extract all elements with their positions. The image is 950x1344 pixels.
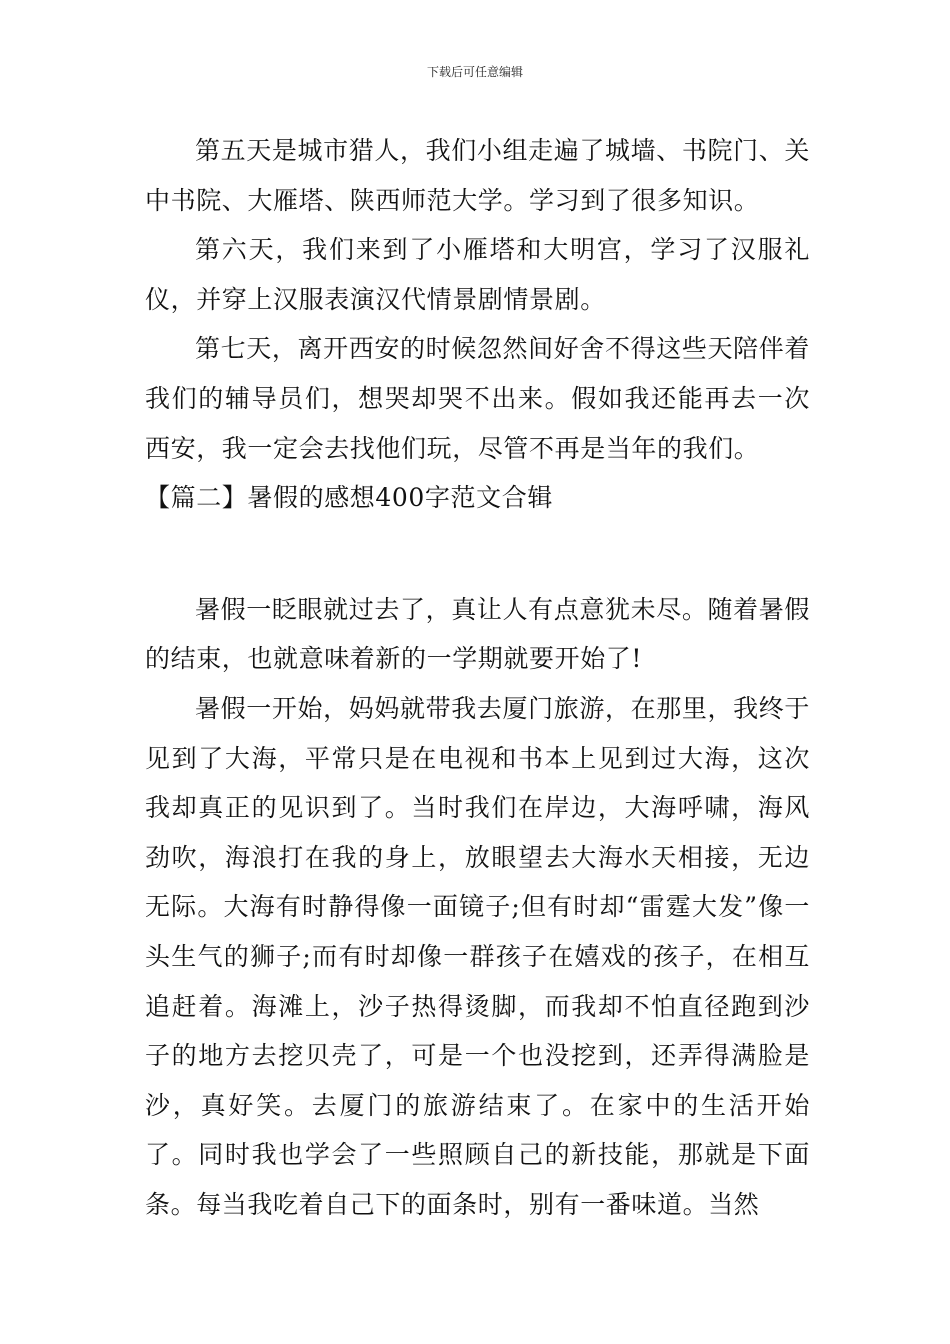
paragraph: 第六天，我们来到了小雁塔和大明宫，学习了汉服礼仪，并穿上汉服表演汉代情景剧情景剧。 xyxy=(145,235,810,314)
page-header: 下载后可任意编辑 xyxy=(426,65,523,79)
paragraph: 第七天，离开西安的时候忽然间好舍不得这些天陪伴着我们的辅导员们，想哭却哭不出来。假如我还能再去一次西安，我一定会去找他们玩，尽管不再是当年的我们。 xyxy=(145,334,810,463)
document-body xyxy=(145,126,810,1229)
section-spacer xyxy=(145,523,810,585)
paragraph: 暑假一眨眼就过去了，真让人有点意犹未尽。随着暑假的结束，也就意味着新的一学期就要开始了! xyxy=(145,594,810,674)
paragraph: 第五天是城市猎人，我们小组走遍了城墙、书院门、关中书院、大雁塔、陕西师范大学。学习到了很多知识。 xyxy=(145,136,810,215)
paragraph: 暑假一开始，妈妈就带我去厦门旅游，在那里，我终于见到了大海，平常只是在电视和书本上见到过大海，这次我却真正的见识到了。当时我们在岸边，大海呼啸，海风劲吹，海浪打在我的身上，放眼望去大海水天相接，无边无际。大海有时静得像一面镜子;但有时却“雷霆大发”像一头生气的狮子;而有时却像一群孩子在嬉戏的孩子，在相互追赶着。海滩上，沙子热得烫脚，而我却不怕直径跑到沙子的地方去挖贝壳了，可是一个也没挖到，还弄得满脸是沙，真好笑。去厦门的旅游结束了。在家中的生活开始了。同时我也学会了一些照顾自己的新技能，那就是下面条。每当我吃着自己下的面条时，别有一番味道。当然 xyxy=(145,693,810,1219)
section-heading: 【篇二】暑假的感想400字范文合辑 xyxy=(145,483,553,513)
